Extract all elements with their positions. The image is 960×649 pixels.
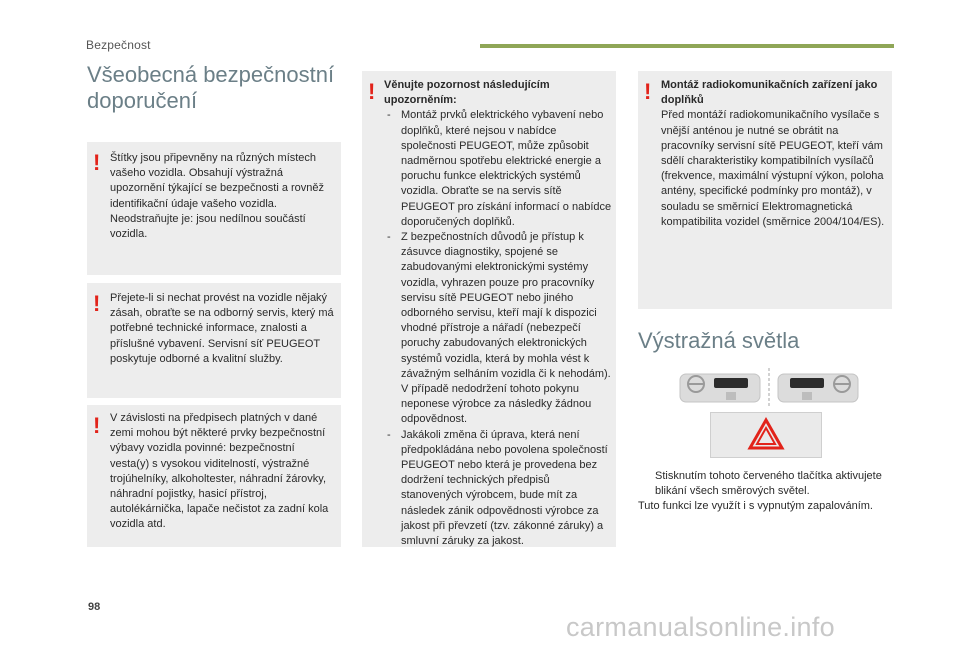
attention-title: Věnujte pozornost následujícím upozorněním: (384, 79, 550, 107)
hazard-note: Tuto funkci lze využít i s vypnutým zapalováním. (638, 500, 873, 513)
radio-body: Před montáží radiokomunikačního vysílače s vnější anténou je nutné se obrátit na pracovníky servisní sítě PEUGEOT, kteří vám sdělí charakteristiky kompatibilních vysílačů (frekvence, maximální výstupní výkon, poloha antény, specifické podmínky pro montáž), v souladu se směrnicí Elektromagnetická kompatibilita vozidel (směrnice 2004/104/ES). (661, 109, 885, 228)
section-title-hazard-lights: Výstražná světla (638, 328, 800, 353)
hazard-action-text: Stisknutím tohoto červeného tlačítka aktivujete blikání všech směrových světel. (655, 470, 882, 498)
warning-box-equipment (87, 405, 341, 547)
attention-list (384, 108, 614, 549)
hazard-button[interactable] (711, 413, 821, 457)
radio-title: Montáž radiokomunikačních zařízení jako doplňků (661, 79, 878, 107)
list-item: - Montáž prvků elektrického vybavení nebo doplňků, které nejsou v nabídce společnosti PEUGEOT, může způsobit nadměrnou spotřebu elektrické energie a poruchu funkce elektrických systémů vozidla. Obraťte se na servis sítě PEUGEOT pro získání informací o nabídce doporučených doplňků. (384, 108, 614, 230)
page-number: 98 (88, 601, 101, 613)
warning-text-service: Přejete-li si nechat provést na vozidle nějaký zásah, obraťte se na odborný servis, který má potřebné technické informace, znalosti a příslušné vybavení. Servisní síť PEUGEOT poskytuje odborné a kvalitní služby. (110, 292, 334, 365)
page-title: Všeobecná bezpečnostní doporučení (87, 62, 335, 113)
exclamation-mark-icon: ! (93, 291, 101, 316)
exclamation-mark-icon: ! (644, 79, 652, 104)
warning-text-attention (384, 78, 614, 549)
hazard-triangle-icon (750, 420, 782, 448)
list-item: - Jakákoli změna či úprava, která není předpokládána nebo povolena společností PEUGEOT nebo která je provedena bez dodržení technických předpisů stanovených výrobcem, bude mít za následek zánik odpovědnosti výrobce za jakost při převzetí (tzv. zákonné záruky) a smluvní záruky za jakost. (384, 428, 614, 550)
warning-box-service (87, 283, 341, 398)
warning-box-attention (362, 71, 616, 547)
warning-box-labels (87, 142, 341, 275)
exclamation-mark-icon: ! (93, 150, 101, 175)
warning-text-labels: Štítky jsou připevněny na různých místech vašeho vozidla. Obsahují výstražná upozornění týkající se bezpečnosti a rovněž identifikační údaje vašeho vozidla. Neodstraňujte je: jsou nedílnou součástí vozidla. (110, 152, 325, 241)
hazard-button-panel (710, 412, 822, 458)
watermark: carmanualsonline.info (566, 612, 835, 642)
dashboard-illustration (672, 368, 866, 408)
list-item: - Z bezpečnostních důvodů je přístup k zásuvce diagnostiky, spojené se zabudovanými elektronickými systémy vozidla, vyhrazen pouze pro pracovníky servisu sítě PEUGEOT nebo jiného odborného servisu, kteří mají k dispozici vhodné přístroje a nářadí (nebezpečí poruchy zabudovaných elektronických systémů vozidla, která by mohla vést k závažným selháním vozidla či k nehodám). V případě nedodržení tohoto pokynu neponese výrobce za následky žádnou odpovědnost. (384, 230, 614, 428)
warning-text-radio (661, 78, 889, 230)
warning-box-radio (638, 71, 892, 309)
hazard-instructions (638, 469, 888, 515)
warning-text-equipment: V závislosti na předpisech platných v dané zemi mohou být některé prvky bezpečnostní výbavy vozidla povinné: bezpečnostní vesta(y) s vysokou viditelností, výstražné trojúhelníky, alkoholtester, náhradní žárovky, náhradní pojistky, hasicí přístroj, autolékárnička, lapače nečistot za zadní kola vozidla atd. (110, 412, 329, 531)
section-label: Bezpečnost (86, 38, 151, 52)
header-accent-bar (480, 44, 894, 48)
exclamation-mark-icon: ! (93, 413, 101, 438)
exclamation-mark-icon: ! (368, 79, 376, 104)
